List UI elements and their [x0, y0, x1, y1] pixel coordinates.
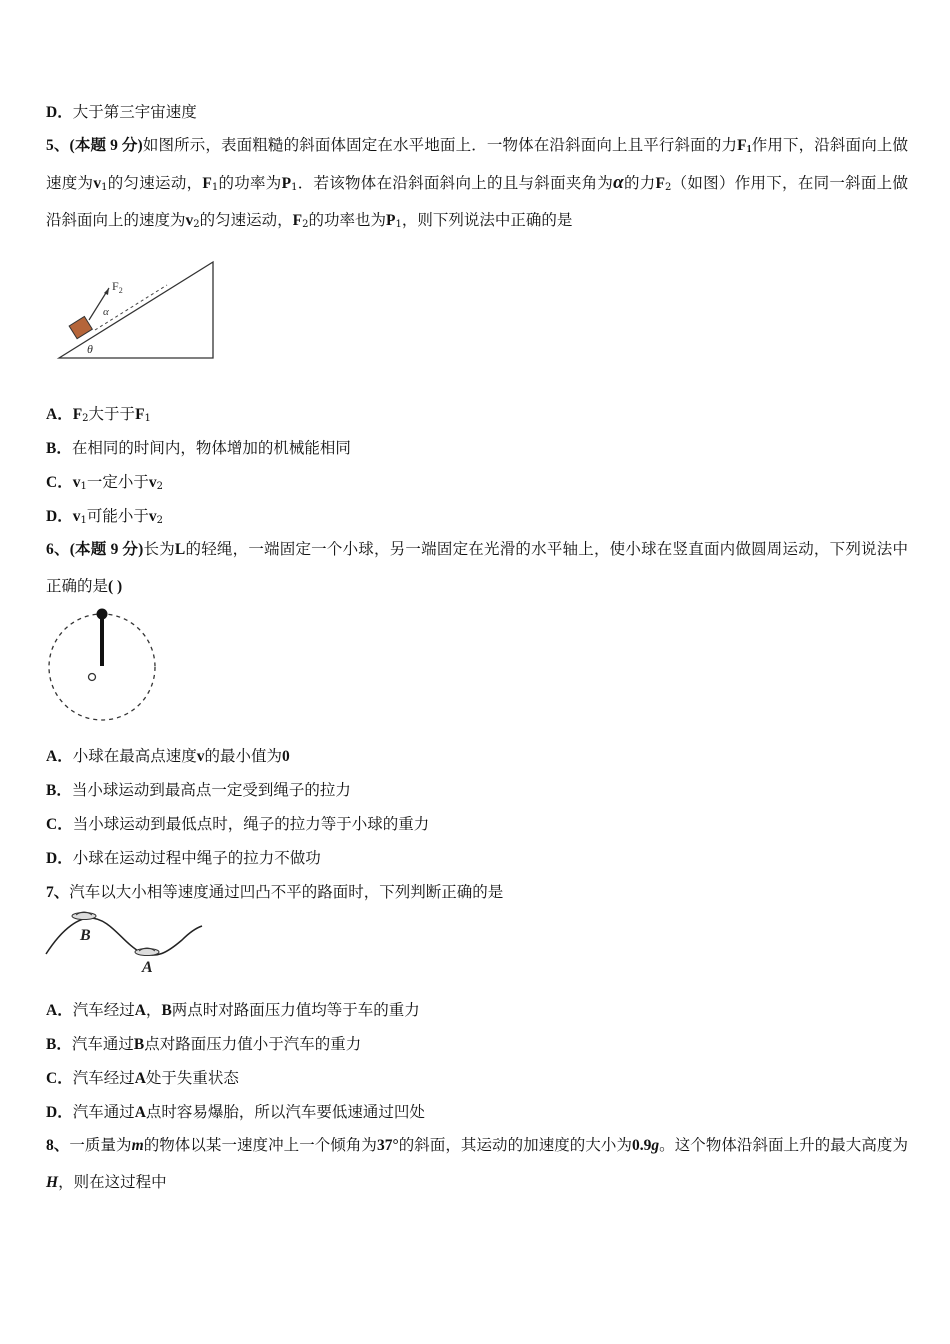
point-a-label: A: [142, 959, 153, 976]
q4-option-d: D．大于第三宇宙速度: [46, 103, 197, 121]
incline-diagram: [55, 258, 220, 363]
q6-stem: 6、(本题 9 分)长为L的轻绳，一端固定一个小球，另一端固定在光滑的水平轴上，使小球在竖直面内做圆周运动，下列说法中正确的是( ): [46, 540, 908, 595]
axis-pivot: [89, 674, 96, 681]
q5-option-c: C．$v_1$一定小于$v_2$: [46, 473, 163, 492]
q7-option-c: C．汽车经过A处于失重状态: [46, 1069, 239, 1087]
q6-option-d: D．小球在运动过程中绳子的拉力不做功: [46, 849, 321, 867]
q8-stem: 8、一质量为m的物体以某一速度冲上一个倾角为37°的斜面，其运动的加速度的大小为0.9g。这个物体沿斜面上升的最大高度为H，则在这过程中: [46, 1136, 908, 1191]
q5-option-d: D．$v_1$可能小于$v_2$: [46, 507, 163, 526]
point-b-label: B: [80, 927, 91, 944]
car-at-a: [135, 948, 159, 956]
q7-stem: 7、汽车以大小相等速度通过凹凸不平的路面时，下列判断正确的是: [46, 883, 504, 901]
q5-option-a: A．$F_2$大于于$F_1$: [46, 405, 151, 424]
ball: [97, 609, 108, 620]
q5-stem: 5、(本题 9 分)如图所示，表面粗糙的斜面体固定在水平地面上．一物体在沿斜面向上且平行斜面的力$F_1$作用下，沿斜面向上做速度为$v_1$的匀速运动，$F_1$的功率为$P_1$．若该物体在沿斜面斜向上的且与斜面夹角为α的力$F_2$（如图）作用下，在同一斜面上做沿斜面向上的速度为$v_2$的匀速运动，$F_2$的功率也为$P_1$，则下列说法中正确的是: [46, 136, 908, 230]
incline-triangle: [59, 262, 213, 358]
road-curve: [46, 918, 202, 955]
angle-theta-label: θ: [87, 342, 93, 356]
q7-option-a: A．汽车经过A，B两点时对路面压力值均等于车的重力: [46, 1001, 420, 1019]
q6-option-c: C．当小球运动到最低点时，绳子的拉力等于小球的重力: [46, 815, 430, 833]
q6-option-b: B．当小球运动到最高点一定受到绳子的拉力: [46, 781, 351, 799]
q7-option-b: B．汽车通过B点对路面压力值小于汽车的重力: [46, 1035, 362, 1053]
q6-option-a: A．小球在最高点速度v的最小值为0: [46, 747, 290, 765]
car-at-b: [72, 912, 96, 920]
q7-option-d: D．汽车通过A点时容易爆胎，所以汽车要低速通过凹处: [46, 1103, 425, 1121]
q5-option-b: B．在相同的时间内，物体增加的机械能相同: [46, 439, 351, 457]
force-label: $F_2$: [112, 279, 123, 295]
circle-motion-diagram: [44, 606, 164, 724]
bumpy-road-diagram: [44, 910, 206, 976]
angle-alpha-label: α: [103, 306, 109, 318]
